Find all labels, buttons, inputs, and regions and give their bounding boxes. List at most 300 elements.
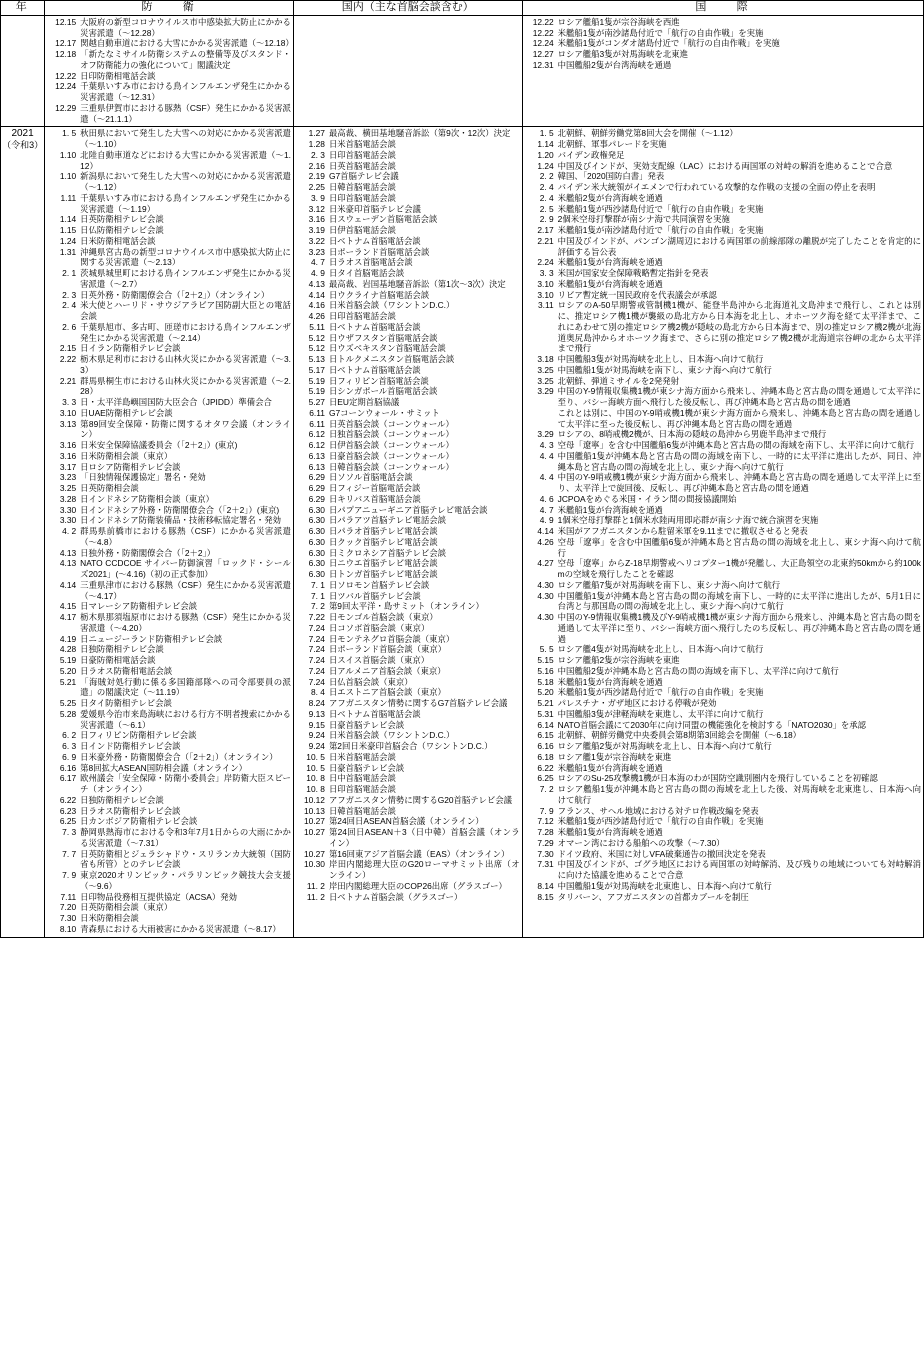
entry-text: 中国艦船2隻が台湾海峡を通過 — [557, 59, 672, 70]
entry-date: 3. 9 — [310, 192, 325, 203]
entry-text: 日英防衛相会談 — [80, 483, 139, 494]
chronology-entry — [45, 752, 293, 763]
entry-date: 3.16 — [308, 214, 325, 225]
entry-text: アフガニスタン情勢に関するG7首脳テレビ会議 — [328, 698, 508, 709]
entry-date: 2.24 — [537, 257, 554, 268]
chronology-entry — [294, 763, 522, 774]
entry-text: 日インドネシア外務・防衛閣僚会合（「2＋2」）(東京) — [80, 504, 280, 515]
entry-date: 9.24 — [308, 741, 325, 752]
chronology-entry — [523, 580, 923, 591]
chronology-entry — [45, 451, 293, 462]
chronology-entry — [523, 644, 923, 655]
chronology-entry — [294, 236, 522, 247]
chronology-entry — [45, 171, 293, 193]
chronology-entry — [523, 451, 923, 473]
chronology-entry — [294, 730, 522, 741]
entry-text: 日韓首脳会談（コーンウォール） — [328, 461, 454, 472]
entry-text: ロシアのSu-25攻撃機1機が日本海のわが国防空識別圏内を飛行していることを初確認 — [557, 773, 878, 784]
entry-date: 1.27 — [308, 128, 325, 139]
entry-date: 2. 2 — [539, 171, 554, 182]
entry-date: 10.27 — [303, 848, 325, 859]
entry-text: 日印首脳電話会談 — [328, 784, 396, 795]
chronology-entry — [45, 730, 293, 741]
domestic-cell — [293, 15, 522, 127]
entry-text: 日ミクロネシア首脳テレビ会談 — [328, 547, 447, 558]
entry-text: 米艦船2隻が台湾海峡を通過 — [557, 192, 663, 203]
chronology-entry — [294, 193, 522, 204]
chronology-entry — [523, 816, 923, 827]
entry-date: 1.10 — [59, 171, 77, 182]
chronology-entry — [523, 236, 923, 258]
entry-date: 3.16 — [59, 440, 77, 451]
entry-date: 4.14 — [59, 579, 77, 590]
entry-text: バイデン政権発足 — [557, 149, 625, 160]
entry-text: 日フィリピン防衛相テレビ会談 — [80, 730, 197, 741]
entry-text: 日ツバル首脳テレビ会談 — [328, 590, 421, 601]
chronology-entry — [523, 161, 923, 172]
entry-text: 日米防衛相会談（東京） — [80, 450, 173, 461]
entry-date: 2.22 — [59, 354, 77, 365]
entry-date: 2. 1 — [62, 268, 77, 279]
entry-text: 日フィリピン首脳電話会談 — [328, 375, 429, 386]
chronology-entry — [45, 677, 293, 699]
chronology-entry — [45, 17, 293, 39]
chronology-entry — [523, 849, 923, 860]
chronology-entry — [45, 763, 293, 774]
entry-date: 4.27 — [537, 558, 554, 569]
chronology-entry — [45, 644, 293, 655]
entry-date: 6.18 — [537, 751, 554, 762]
entry-date: 4.19 — [59, 633, 77, 644]
entry-date: 4. 4 — [539, 450, 554, 461]
chronology-entry — [294, 849, 522, 860]
chronology-entry — [45, 741, 293, 752]
entry-text: 米艦船1隻が南沙諸島付近で「航行の自由作戦」を実施 — [557, 27, 764, 38]
entry-text: 日ポーランド首脳会談（東京） — [328, 644, 447, 655]
chronology-entry — [294, 333, 522, 344]
entry-text: 日豪首脳会談（コーンウォール） — [328, 450, 454, 461]
chronology-entry — [45, 548, 293, 559]
entry-text: 日米安全保障協議委員会（「2＋2」）(東京) — [80, 440, 238, 451]
chronology-entry — [294, 644, 522, 655]
entry-date: 8. 4 — [310, 687, 325, 698]
entry-date: 2. 5 — [539, 203, 554, 214]
chronology-entry — [294, 451, 522, 462]
entry-text: 最高裁、横田基地騒音訴訟（第9次・12次）決定 — [328, 128, 511, 139]
entry-text: 日カンボジア防衛相テレビ会談 — [80, 816, 198, 827]
entry-date: 7.20 — [59, 902, 77, 913]
entry-date: 2. 6 — [62, 321, 77, 332]
table-row — [1, 127, 924, 937]
chronology-entry — [523, 558, 923, 580]
entry-date: 3.25 — [537, 375, 554, 386]
entry-text: 日フィジー首脳電話会談 — [328, 483, 421, 494]
table-body — [1, 15, 924, 937]
chronology-entry — [45, 666, 293, 677]
entry-text: 日インド防衛相テレビ会談 — [80, 741, 181, 752]
entry-text: 群馬県桐生市における山林火災にかかる災害派遣（〜2.28） — [80, 375, 291, 397]
chronology-entry — [523, 505, 923, 516]
entry-text: 秋田県において発生した大雪への対応にかかる災害派遣（〜1.10） — [80, 128, 291, 150]
entry-text: 日トンガ首脳テレビ電話会談 — [328, 569, 438, 580]
entry-text: 日米豪印首脳テレビ会議 — [328, 203, 421, 214]
entry-text: 空母「遼寧」を含む中国艦船6隻が沖縄本島と宮古島の間の海域を北上し、東シナ海へ向けて航行 — [557, 536, 921, 558]
chronology-entry — [294, 666, 522, 677]
entry-text: 米艦船1隻が台湾海峡を通過 — [557, 504, 663, 515]
entry-text: 北朝鮮、弾道ミサイルを2発発射 — [557, 375, 679, 386]
entry-text: これとは別に、中国のY-9哨戒機1機が東シナ海方面から飛来し、沖縄本島と宮古島の間を通過して太平洋に至った後反転し、再び沖縄本島と宮古島の間を通過 — [557, 407, 921, 429]
entry-date: 2. 4 — [62, 300, 77, 311]
chronology-entry — [523, 408, 923, 430]
entry-date: 7. 2 — [310, 601, 325, 612]
entry-text: 日タイ首脳電話会談 — [328, 268, 405, 279]
entry-date: 3.10 — [537, 289, 554, 300]
entry-text: 日ウザフスタン首脳電話会談 — [328, 332, 438, 343]
chronology-entry — [294, 365, 522, 376]
entry-text: 米国がアフガニスタンから駐留米軍を9.11までに撤収させると発表 — [557, 526, 808, 537]
chronology-entry — [523, 515, 923, 526]
entry-date: 6.15 — [537, 730, 554, 741]
entry-date: 7.24 — [308, 633, 325, 644]
chronology-entry — [294, 408, 522, 419]
entry-text: 岸田内閣総理大臣のG20ローマサミット出席（オンライン） — [328, 859, 520, 881]
entry-date: 3.22 — [308, 235, 325, 246]
chronology-entry — [294, 515, 522, 526]
entry-text: オマーン湾における船舶への攻撃（〜7.30） — [557, 837, 725, 848]
international-entries-0 — [523, 16, 923, 73]
entry-date: 6. 9 — [62, 751, 77, 762]
entry-text: 第9回太平洋・島サミット（オンライン） — [328, 601, 484, 612]
entry-date: 1.11 — [60, 192, 77, 203]
entry-text: ロシア艦船2隻が宗谷海峡を東進 — [557, 655, 680, 666]
chronology-entry — [294, 343, 522, 354]
entry-text: 三重県伊賀市における豚熱（CSF）発生にかかる災害派遣（〜21.1.1） — [80, 102, 291, 124]
chronology-entry — [45, 870, 293, 892]
chronology-entry — [523, 677, 923, 688]
chronology-entry — [523, 784, 923, 806]
entry-date: 6.30 — [308, 569, 325, 580]
entry-text: 東京2020オリンピック・パラリンピック競技大会支援（〜9.6） — [80, 870, 291, 891]
entry-text: 米艦船1隻が西沙諸島付近で「航行の自由作戦」を実施 — [557, 816, 764, 827]
entry-text: 日豪首脳テレビ会談 — [328, 719, 405, 730]
chronology-entry — [294, 472, 522, 483]
entry-text: 日イラン防衛相テレビ会談 — [80, 343, 181, 354]
chronology-entry — [45, 558, 293, 580]
entry-text: 米艦船1隻が南沙諸島付近で「航行の自由作戦」を実施 — [557, 225, 764, 236]
entry-date: 12.17 — [55, 38, 77, 49]
entry-text: 第24回日ASEAN＋3（日中韓）首脳会議（オンライン） — [328, 827, 520, 848]
entry-text: 日ラオス首脳電話会談 — [328, 257, 413, 268]
entry-text: 第2回日米豪印首脳会合（ワシントンD.C.） — [328, 741, 493, 752]
entry-text: 中国艦船1隻が沖縄本島と宮古島の間の海域を南下し、一時的に太平洋に進出したが、5月1日に台湾と与那国島の間の海域を北上し、東シナ海へ向けて航行 — [557, 590, 921, 612]
year-cell — [1, 127, 45, 937]
entry-date: 9.13 — [308, 708, 325, 719]
entry-date: 1.10 — [59, 149, 77, 160]
chronology-entry — [523, 429, 923, 440]
chronology-entry — [523, 730, 923, 741]
chronology-entry — [294, 709, 522, 720]
entry-date: 10.12 — [303, 794, 325, 805]
entry-date: 2.21 — [59, 375, 77, 386]
table-header — [1, 1, 924, 16]
entry-date: 9.15 — [308, 719, 325, 730]
chronology-entry — [294, 204, 522, 215]
entry-text: 日独首脳会談（コーンウォール） — [328, 429, 454, 440]
entry-date: 1.20 — [537, 149, 554, 160]
chronology-entry — [45, 892, 293, 903]
entry-date: 6.22 — [537, 762, 554, 773]
entry-date: 1.24 — [537, 160, 554, 171]
entry-date: 3.23 — [308, 246, 325, 257]
entry-date: 1.15 — [59, 225, 77, 236]
chronology-entry — [294, 182, 522, 193]
entry-text: ロシア艦船3隻が対馬海峡を北東進 — [557, 49, 688, 60]
entry-date: 6.11 — [309, 407, 325, 418]
chronology-entry — [45, 601, 293, 612]
entry-text: 日独防衛相テレビ会談 — [80, 644, 164, 655]
entry-text: 空母「遼寧」を含む中国艦船6隻が沖縄本島と宮古島の間の海域を南下し、太平洋に向けて航行 — [557, 440, 915, 451]
chronology-entry — [523, 150, 923, 161]
entry-text: 米艦船1隻が台湾海峡を通過 — [557, 257, 663, 268]
entry-text: 中国艦船3隻が津軽海峡を東進し、太平洋に向けて航行 — [557, 708, 764, 719]
chronology-entry — [294, 784, 522, 795]
entry-text: 米艦船1隻が西沙諸島付近で「航行の自由作戦」を実施 — [557, 687, 764, 698]
chronology-entry — [45, 236, 293, 247]
entry-text: ロシア艦船2隻が対馬海峡を北上し、日本海へ向けて航行 — [557, 741, 772, 752]
entry-date: 2. 4 — [539, 182, 554, 193]
chronology-entry — [523, 365, 923, 376]
entry-text: ドイツ政府、米国に対しVFA破棄通告の撤回決定を発表 — [557, 848, 766, 859]
entry-date: 6.16 — [537, 741, 554, 752]
chronology-entry — [294, 290, 522, 301]
chronology-entry — [294, 483, 522, 494]
entry-text: 中国艦船1隻が沖縄本島と宮古島の間の海域を南下し、一時的に太平洋に進出したが、同日、沖縄本島と宮古島の間の海域を北上し、東シナ海へ向けて航行 — [557, 450, 921, 472]
chronology-entry — [523, 354, 923, 365]
chronology-entry — [523, 193, 923, 204]
chronology-entry — [45, 462, 293, 473]
entry-text: 静岡県熱海市における令和3年7月1日からの大雨にかかる災害派遣（〜7.31） — [80, 827, 291, 848]
chronology-entry — [294, 773, 522, 784]
entry-date: 5.19 — [308, 386, 325, 397]
entry-date: 6.16 — [59, 762, 77, 773]
chronology-entry — [294, 386, 522, 397]
entry-date: 3.13 — [59, 418, 77, 429]
entry-date: 6.12 — [308, 440, 325, 451]
entry-text: G7コーンウォール・サミット — [328, 407, 440, 418]
chronology-entry — [45, 408, 293, 419]
entry-date: 2. 3 — [310, 149, 325, 160]
entry-text: 中国艦船3隻が対馬海峡を北上し、日本海へ向けて航行 — [557, 354, 764, 365]
entry-text: パレスチナ・ガザ地区における停戦が発効 — [557, 698, 717, 709]
entry-date: 7.24 — [308, 644, 325, 655]
entry-date: 8.15 — [537, 891, 554, 902]
entry-text: 日モンゴル首脳会談（東京） — [328, 612, 438, 623]
entry-text: 「新たなミサイル防衛システムの整備等及びスタンド・オフ防衛能力の強化について」閣議決定 — [80, 49, 291, 70]
entry-date: 10.27 — [303, 827, 325, 838]
entry-date: 3.30 — [59, 504, 77, 515]
entry-text: バイデン米大統領がイエメンで行われている攻撃的な作戦の支援の全面の停止を表明 — [557, 182, 876, 193]
chronology-entry — [45, 214, 293, 225]
chronology-entry — [45, 580, 293, 602]
entry-text: 欧州議会「安全保障・防衛小委員会」岸防衛大臣スピーチ（オンライン） — [80, 773, 291, 795]
entry-text: 日英防衛相とジェラシャドウ・スリランカ大統領（国防省も所管）とのテレビ会談 — [80, 848, 291, 870]
header-year: 年 — [1, 1, 45, 16]
entry-date: 3.16 — [59, 450, 77, 461]
entry-date: 9.24 — [308, 730, 325, 741]
chronology-entry — [294, 752, 522, 763]
entry-text: 中国及びインドが、ゴグラ地区における両国軍の対峙解消、及び残りの地域についても対峙解消に向けた協議を進めることで合意 — [557, 859, 921, 881]
chronology-entry — [523, 494, 923, 505]
entry-text: 日英首脳会談（コーンウォール） — [328, 418, 454, 429]
entry-text: ロシアの、8哨戒機2機が、日本海の隠岐の島沖から男鹿半島沖まで飛行 — [557, 429, 827, 440]
chronology-entry — [45, 698, 293, 709]
entry-text: JCPOAをめぐる米国・イラン間の間接協議開始 — [557, 493, 737, 504]
entry-text: 最高裁、岩国基地騒音訴訟（第1次〜3次）決定 — [328, 278, 506, 289]
entry-text: 第89回安全保障・防衛に関するオタワ会議（オンライン） — [80, 418, 291, 440]
chronology-entry — [523, 472, 923, 494]
chronology-entry — [294, 171, 522, 182]
chronology-entry — [294, 462, 522, 473]
entry-date: 2.16 — [308, 160, 325, 171]
chronology-entry — [45, 440, 293, 451]
chronology-entry — [45, 849, 293, 871]
entry-text: 三重県津市における豚熱（CSF）発生にかかる災害派遣（〜4.17） — [80, 579, 291, 601]
entry-text: 日ラオス防衛相テレビ会談 — [80, 805, 181, 816]
chronology-entry — [523, 204, 923, 215]
entry-date: 4. 4 — [539, 472, 554, 483]
chronology-entry — [294, 859, 522, 881]
entry-date: 5.12 — [308, 343, 325, 354]
entry-date: 7.24 — [308, 655, 325, 666]
chronology-entry — [294, 677, 522, 688]
chronology-entry — [523, 290, 923, 301]
defense-entries-0 — [45, 16, 293, 127]
entry-date: 6.30 — [308, 515, 325, 526]
entry-text: 日キリバス首脳電話会談 — [328, 493, 421, 504]
entry-date: 4.14 — [537, 526, 554, 537]
entry-text: 中国のY-9哨戒機1機が東シナ海方面から飛来し、沖縄本島と宮古島の間を通過して太平洋上に至り、太平洋上で旋回後、反転し、再び沖縄本島と宮古島の間を通過 — [557, 472, 921, 494]
chronology-entry — [45, 290, 293, 301]
entry-date: 10. 5 — [306, 751, 325, 762]
chronology-entry — [523, 752, 923, 763]
entry-text: 日ソロモン首脳テレビ会談 — [328, 579, 430, 590]
entry-date: 4.13 — [59, 558, 77, 569]
entry-date: 3.23 — [59, 472, 77, 483]
entry-date: 5.21 — [59, 676, 77, 687]
year-era-label: （令和3） — [2, 140, 44, 151]
entry-text: 沖縄県宮古島の新型コロナウイルス市中感染拡大防止に関する災害派遣（〜2.13） — [80, 246, 291, 268]
entry-text: 米艦船1隻が台湾海峡を通過 — [557, 827, 663, 838]
entry-text: 日韓首脳電話会談 — [328, 805, 396, 816]
entry-text: 米艦船1隻が西沙諸島付近で「航行の自由作戦」を実施 — [557, 203, 764, 214]
entry-text: 第24回日ASEAN首脳会議（オンライン） — [328, 816, 484, 827]
entry-text: 日タイ防衛相テレビ会談 — [80, 698, 172, 709]
chronology-entry — [45, 795, 293, 806]
chronology-entry — [45, 655, 293, 666]
entry-text: ロシア艦船7隻が対馬海峡を南下し、東シナ海へ向けて航行 — [557, 579, 781, 590]
entry-date: 3.11 — [537, 300, 554, 311]
entry-text: 日英外務・防衛閣僚会合（「2＋2」）（オンライン） — [80, 289, 270, 300]
entry-date: 12.15 — [55, 16, 77, 27]
entry-text: 日ベトナム首脳電話会談 — [328, 708, 421, 719]
entry-date: 6.29 — [308, 493, 325, 504]
chronology-entry — [523, 881, 923, 892]
entry-date: 7. 3 — [62, 827, 77, 838]
entry-text: NATO CCDCOE サイバー防御演習「ロックド・シールズ2021」(〜4.16)（初の正式参加） — [80, 558, 291, 580]
entry-text: 日米首脳電話会談 — [328, 751, 396, 762]
entry-text: 日印防衛相電話会談 — [80, 70, 156, 81]
table-row — [1, 15, 924, 127]
entry-date: 5.21 — [537, 698, 554, 709]
entry-text: 関越自動車道における大雪にかかる災害派遣（〜12.18） — [80, 38, 294, 49]
chronology-entry — [45, 376, 293, 398]
chronology-entry — [523, 139, 923, 150]
entry-date: 7. 1 — [310, 590, 325, 601]
chronology-entry — [294, 548, 522, 559]
chronology-entry — [294, 558, 522, 569]
entry-text: 日伊首脳会談（コーンウォール） — [328, 440, 454, 451]
entry-text: 日ベトナム首脳電話会談 — [328, 235, 421, 246]
entry-date: 11. 2 — [306, 880, 325, 891]
chronology-entry — [294, 655, 522, 666]
entry-date: 2. 3 — [62, 289, 77, 300]
entry-text: 米艦船1隻が台湾海峡を通過 — [557, 762, 663, 773]
entry-date: 3.25 — [59, 483, 77, 494]
entry-date: 5.12 — [308, 332, 325, 343]
entry-date: 7.12 — [537, 816, 554, 827]
chronology-entry — [45, 634, 293, 645]
entry-text: 北朝鮮、軍事パレードを実施 — [557, 139, 667, 150]
entry-text: 日ポーランド首脳電話会談 — [328, 246, 430, 257]
chronology-entry — [523, 773, 923, 784]
entry-date: 2.25 — [308, 182, 325, 193]
entry-date: 3.29 — [537, 429, 554, 440]
header-international: 国 際 — [522, 1, 923, 16]
entry-text: 日仏防衛相テレビ会談 — [80, 225, 164, 236]
chronology-entry — [294, 161, 522, 172]
chronology-entry — [523, 591, 923, 613]
entry-text: ロシア艦船1隻が沖縄本島と宮古島の間の海域を北上した後、対馬海峡を北東進し、日本海へ向けて航行 — [557, 784, 921, 805]
chronology-entry — [523, 537, 923, 559]
entry-date: 6.25 — [537, 773, 554, 784]
entry-date: 5.20 — [59, 665, 77, 676]
entry-date: 10.27 — [303, 816, 325, 827]
entry-text: 中国艦船1隻が対馬海峡を南下し、東シナ海へ向けて航行 — [557, 364, 772, 375]
entry-date: 6.30 — [308, 558, 325, 569]
entry-date: 7.31 — [537, 859, 554, 870]
entry-date: 1. 5 — [62, 128, 77, 139]
chronology-entry — [523, 655, 923, 666]
entry-date: 7.11 — [60, 891, 77, 902]
entry-date: 5.19 — [59, 655, 77, 666]
entry-text: 日米首脳会談（ワシントンD.C.） — [328, 730, 455, 741]
entry-text: 日アルメニア首脳会談（東京） — [328, 665, 446, 676]
chronology-entry — [523, 17, 923, 28]
chronology-entry — [523, 827, 923, 838]
chronology-entry — [294, 311, 522, 322]
entry-date: 5.15 — [537, 655, 554, 666]
entry-date: 5.17 — [308, 364, 325, 375]
domestic-cell — [293, 127, 522, 937]
chronology-entry — [294, 419, 522, 430]
chronology-entry — [294, 827, 522, 849]
entry-text: 北朝鮮、朝鮮労働党第8回大会を開催（〜1.12） — [557, 128, 738, 139]
entry-date: 12.22 — [532, 27, 554, 38]
entry-date: 3.10 — [59, 407, 77, 418]
entry-date: 7. 7 — [62, 848, 77, 859]
entry-date: 6. 2 — [62, 730, 77, 741]
chronology-entry — [294, 687, 522, 698]
